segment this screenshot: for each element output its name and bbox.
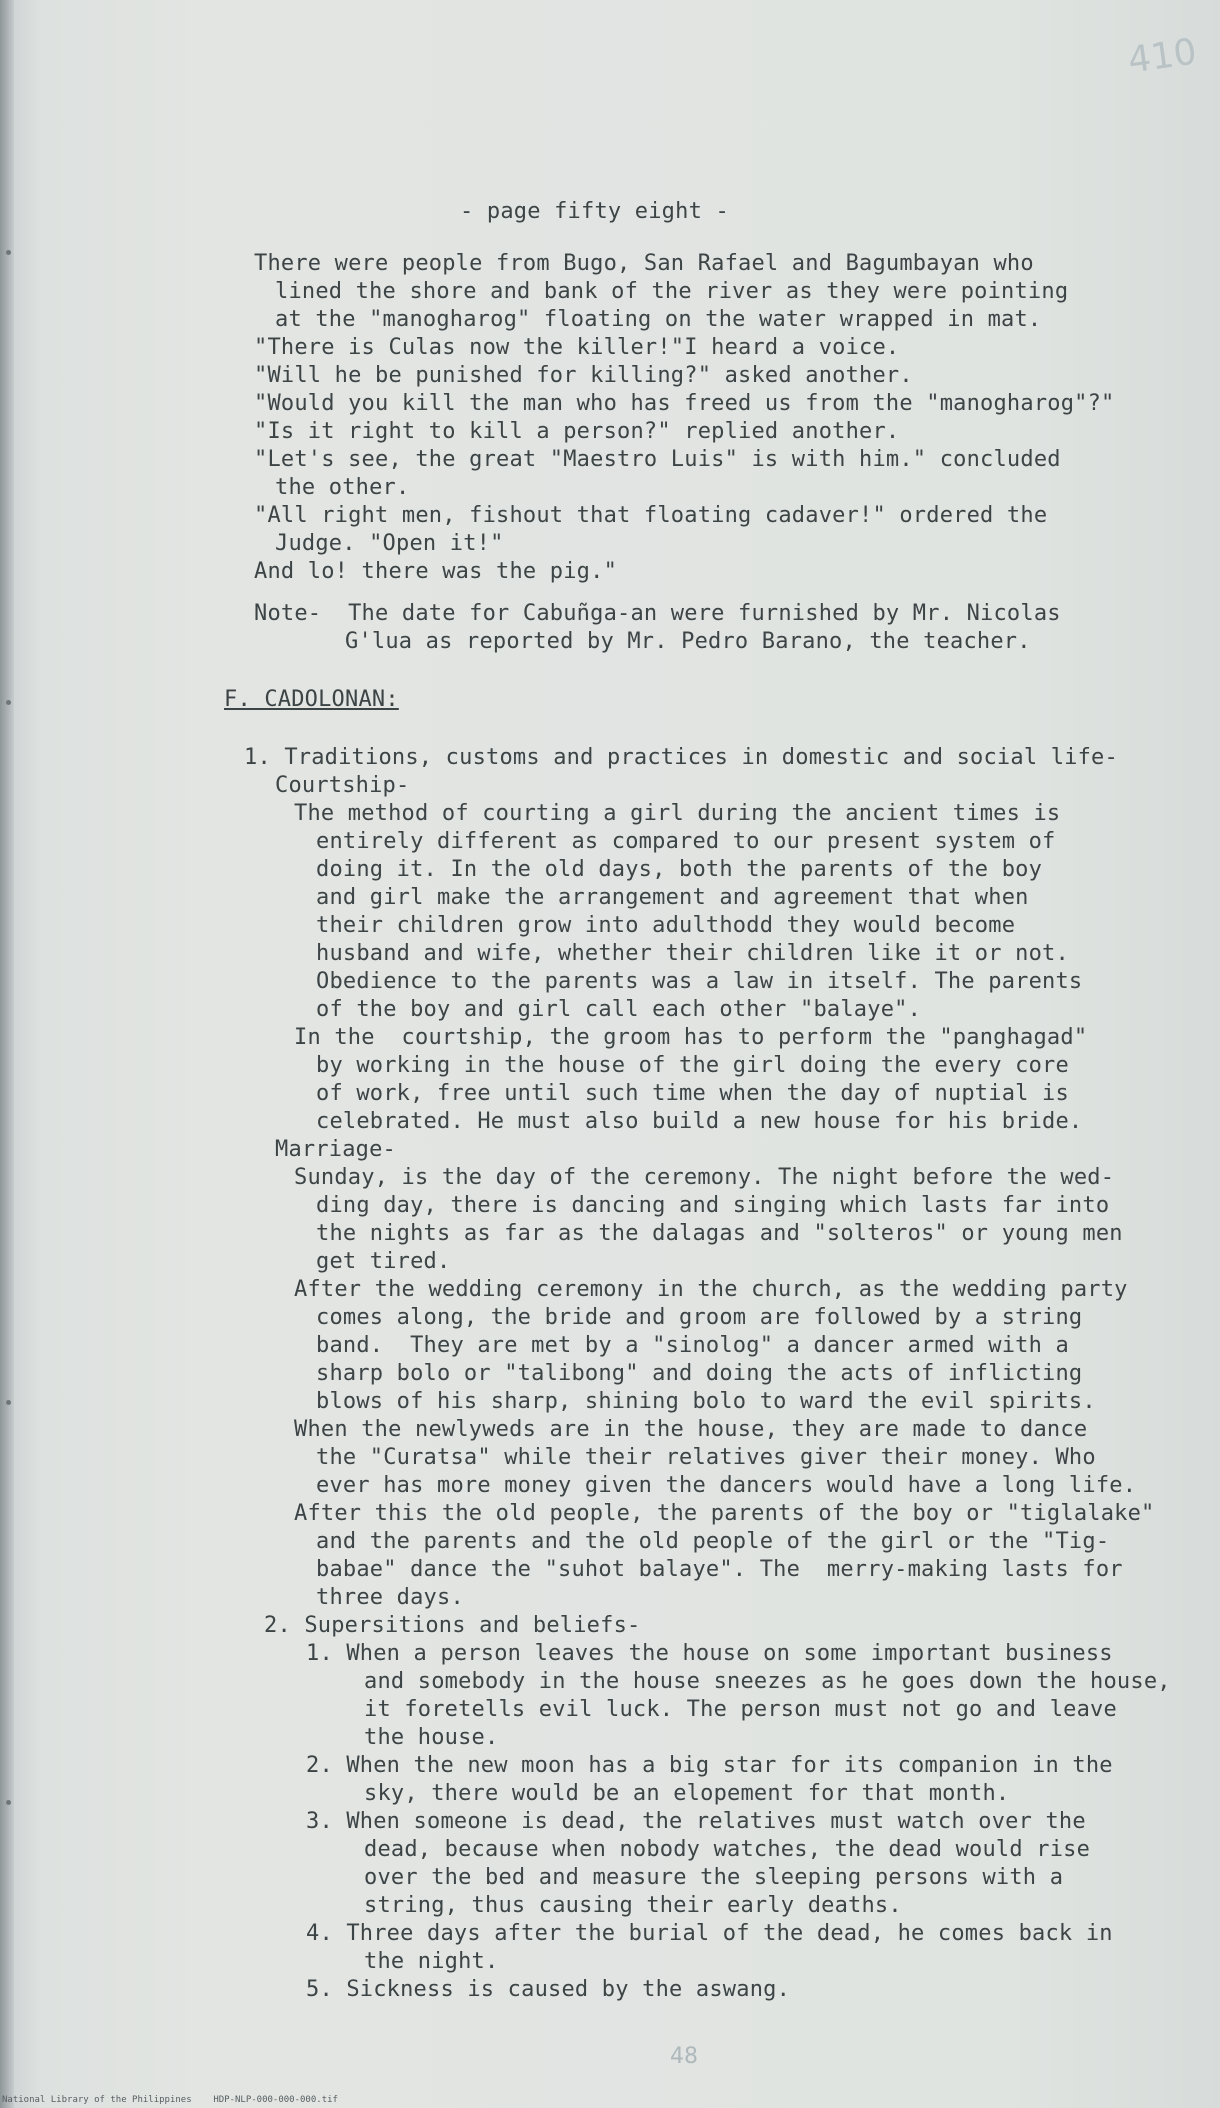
text-line: and the parents and the old people of the girl or the "Tig- [316,1529,1110,1554]
text-line: ever has more money given the dancers would have a long life. [316,1473,1137,1498]
text-line: the other. [275,475,410,500]
archive-footer: National Library of the Philippines HDP-NLP-000-000-000.tif [2,2095,338,2105]
text-line: their children grow into adulthodd they would become [316,913,1016,938]
text-line: 4. Three days after the burial of the dead, he comes back in [306,1921,1113,1946]
text-line: over the bed and measure the sleeping persons with a [364,1865,1064,1890]
text-line: Sunday, is the day of the ceremony. The night before the wed- [294,1165,1115,1190]
text-line: babae" dance the "suhot balaye". The merry-making lasts for [316,1557,1123,1582]
text-line: blows of his sharp, shining bolo to ward the evil spirits. [316,1389,1096,1414]
text-line: 1. Traditions, customs and practices in domestic and social life- [244,745,1118,770]
text-line: "There is Culas now the killer!"I heard a voice. [254,335,900,360]
text-line: and somebody in the house sneezes as he goes down the house, [364,1669,1171,1694]
text-line: There were people from Bugo, San Rafael and Bagumbayan who [254,251,1034,276]
text-line: at the "manogharog" floating on the water wrapped in mat. [275,307,1042,332]
text-line: 2. When the new moon has a big star for its companion in the [306,1753,1113,1778]
handwritten-page-number: 410 [1125,31,1200,82]
text-line: When the newlyweds are in the house, they are made to dance [294,1417,1088,1442]
text-line: "Will he be punished for killing?" asked another. [254,363,913,388]
text-line: After the wedding ceremony in the church, as the wedding party [294,1277,1128,1302]
text-line: lined the shore and bank of the river as they were pointing [275,279,1069,304]
text-line: and girl make the arrangement and agreement that when [316,885,1029,910]
text-line: the nights as far as the dalagas and "solteros" or young men [316,1221,1123,1246]
text-line: sharp bolo or "talibong" and doing the acts of inflicting [316,1361,1083,1386]
note-line: Note- The date for Cabuñga-an were furnished by Mr. Nicolas [254,601,1061,626]
text-line: the house. [364,1725,499,1750]
text-line: by working in the house of the girl doing the every core [316,1053,1069,1078]
text-line: After this the old people, the parents of the boy or "tiglalake" [294,1501,1155,1526]
text-line: Obedience to the parents was a law in itself. The parents [316,969,1083,994]
text-line: And lo! there was the pig." [254,559,618,584]
section-heading: F. CADOLONAN: [224,687,399,712]
text-line: In the courtship, the groom has to perform the "panghagad" [294,1025,1088,1050]
binding-hole [6,1800,11,1805]
text-line: three days. [316,1585,464,1610]
text-line: band. They are met by a "sinolog" a dancer armed with a [316,1333,1069,1358]
text-line: Courtship- [275,773,410,798]
text-line: 5. Sickness is caused by the aswang. [306,1977,791,2002]
text-line: G'lua as reported by Mr. Pedro Barano, the teacher. [345,629,1031,654]
text-line: husband and wife, whether their children like it or not. [316,941,1069,966]
text-line: entirely different as compared to our present system of [316,829,1056,854]
text-line: 3. When someone is dead, the relatives must watch over the [306,1809,1086,1834]
page-header: - page fifty eight - [460,199,729,224]
text-line: of work, free until such time when the day of nuptial is [316,1081,1069,1106]
text-line: the "Curatsa" while their relatives giver their money. Who [316,1445,1096,1470]
text-line: "All right men, fishout that floating cadaver!" ordered the [254,503,1048,528]
text-line: dead, because when nobody watches, the dead would rise [364,1837,1091,1862]
text-line: ding day, there is dancing and singing which lasts far into [316,1193,1110,1218]
text-line: get tired. [316,1249,451,1274]
text-line: 2. Supersitions and beliefs- [264,1613,641,1638]
binding-hole [6,250,11,255]
text-line: comes along, the bride and groom are followed by a string [316,1305,1083,1330]
text-line: the night. [364,1949,499,1974]
text-line: sky, there would be an elopement for that month. [364,1781,1010,1806]
text-line: of the boy and girl call each other "balaye". [316,997,922,1022]
binding-hole [6,1400,11,1405]
text-line: 1. When a person leaves the house on some important business [306,1641,1113,1666]
text-line: "Let's see, the great "Maestro Luis" is with him." concluded [254,447,1061,472]
text-line: doing it. In the old days, both the parents of the boy [316,857,1043,882]
text-line: "Is it right to kill a person?" replied another. [254,419,900,444]
text-line: "Would you kill the man who has freed us from the "manogharog"?" [254,391,1115,416]
text-line: celebrated. He must also build a new house for his bride. [316,1109,1083,1134]
text-line: Marriage- [275,1137,397,1162]
text-line: string, thus causing their early deaths. [364,1893,902,1918]
bottom-page-number: 48 [670,2044,698,2069]
text-line: The method of courting a girl during the ancient times is [294,801,1061,826]
text-line: Judge. "Open it!" [275,531,504,556]
binding-edge [0,0,14,2108]
binding-hole [6,700,11,705]
text-line: it foretells evil luck. The person must not go and leave [364,1697,1117,1722]
